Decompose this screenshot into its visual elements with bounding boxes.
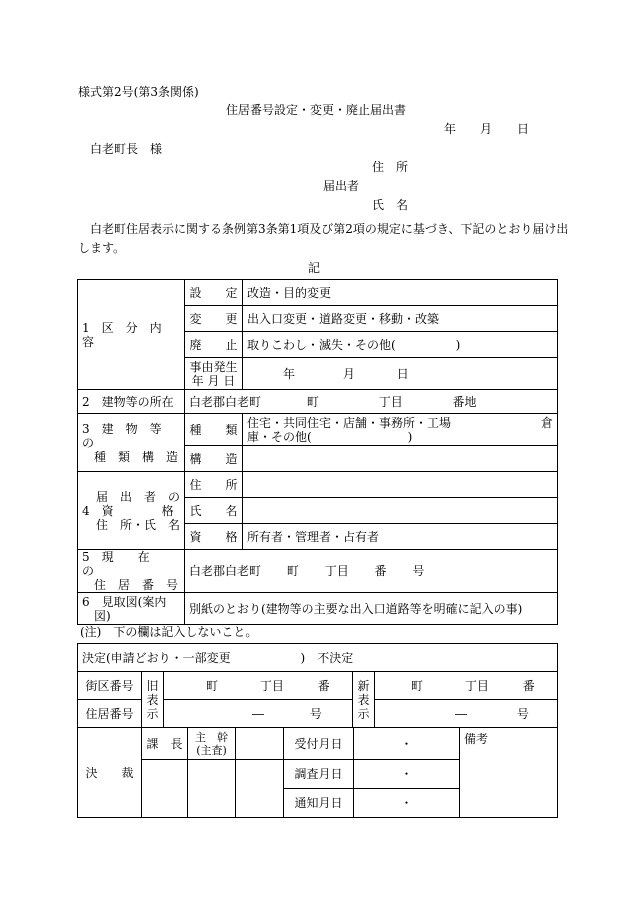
jusho-label: 住 所 (185, 472, 243, 498)
shukan-label (188, 728, 236, 760)
shukan-label-1: 主 幹 (195, 730, 228, 744)
kacho-stamp (142, 760, 188, 818)
henko-label: 変 更 (185, 306, 243, 332)
gaiku-label: 街区番号 (78, 672, 142, 700)
section2-label: 2 建物等の所在 (78, 390, 185, 414)
shukan-label-2: (主査) (196, 743, 227, 757)
section6-label-line1: 6 見取図(案内 (82, 594, 167, 609)
ki-mark: 記 (308, 261, 321, 275)
kyu-dash: ― (252, 706, 264, 721)
section6-label-line2: 図) (82, 608, 111, 623)
section5-label (78, 550, 185, 593)
section3-label-line2: 種 類 構 造 (82, 449, 179, 464)
section4-label (78, 472, 185, 550)
kyu-label-1: 旧 (146, 678, 159, 693)
shin-dash: ― (455, 706, 467, 721)
section2-value (185, 390, 558, 414)
kyu-jukyo-value (164, 700, 353, 728)
chosa-label: 調査月日 (284, 760, 354, 789)
section2-chome: 丁目 (378, 394, 403, 409)
section6-label (78, 593, 185, 625)
approval-table (77, 727, 558, 818)
section2-banchi: 番地 (452, 394, 477, 409)
kozo-value (243, 446, 558, 472)
shin-go: 号 (516, 706, 529, 721)
jiyu-day: 日 (396, 366, 409, 381)
applicant-label: 届出者 (323, 179, 360, 193)
kyu-label (142, 672, 164, 728)
shin-gaiku-value (375, 672, 558, 700)
section5-go: 号 (412, 564, 425, 578)
shurui-value-line2: 庫・その他( ) (247, 429, 413, 444)
kessai-label: 決 裁 (78, 728, 142, 818)
settei-label: 設 定 (185, 280, 243, 306)
kyu-cho: 町 (206, 678, 219, 693)
approval-blank-2 (236, 760, 284, 818)
biko-cell (460, 728, 558, 818)
intro-line-1: 白老町住居表示に関する条例第3条第1項及び第2項の規定に基づき、下記のとおり届け出 (90, 222, 569, 236)
shin-label-3: 示 (357, 706, 370, 721)
section5-label-line2: 住 居 番 号 (82, 578, 179, 592)
approval-blank-1 (236, 728, 284, 760)
decision-end: ) 不決定 (300, 650, 354, 665)
jiyu-value (243, 358, 558, 390)
section3-label (78, 414, 185, 472)
section2-prefix: 白老郡白老町 (189, 394, 262, 409)
uketsuke-date: ・ (354, 728, 460, 760)
main-table (77, 279, 558, 625)
section3-label-line1: 3 建 物 等 の (82, 421, 174, 450)
section5-value (185, 550, 558, 593)
shurui-value-line1-end: 倉 (540, 415, 553, 430)
date-month: 月 (480, 122, 493, 136)
haishi-value: 取りこわし・滅失・その他( ) (243, 332, 558, 358)
section2-cho: 町 (306, 394, 319, 409)
shin-cho: 町 (411, 678, 424, 693)
shukan-stamp (188, 760, 236, 818)
section4-label-line1: 届 出 者 の (96, 489, 181, 504)
shurui-value (243, 414, 558, 446)
kyu-gaiku-value (164, 672, 353, 700)
date-day: 日 (517, 122, 530, 136)
jiyu-month: 月 (342, 366, 355, 381)
section5-cho: 町 (286, 564, 299, 578)
jusho-value (243, 472, 558, 498)
shimei-label: 氏 名 (185, 498, 243, 524)
jukyo-label: 住居番号 (78, 700, 142, 728)
section4-label-line2: 4 資 格 (82, 503, 174, 518)
kyu-go: 号 (309, 706, 322, 721)
uketsuke-label: 受付月日 (284, 728, 354, 760)
form-number: 様式第2号(第3条関係) (78, 85, 199, 99)
decision-text: 決定(申請どおり・一部変更 (82, 650, 231, 665)
henko-value: 出入口変更・道路変更・移動・改築 (243, 306, 558, 332)
shurui-value-line1: 住宅・共同住宅・店舗・事務所・工場 (247, 415, 452, 430)
haishi-label: 廃 止 (185, 332, 243, 358)
jiyu-year: 年 (283, 366, 296, 381)
section1-label: 1 区 分 内 容 (78, 280, 185, 390)
jiyu-label (185, 358, 243, 390)
shin-label-1: 新 (357, 678, 370, 693)
shurui-label: 種 類 (185, 414, 243, 446)
section5-chome: 丁目 (324, 564, 349, 578)
shimei-value (243, 498, 558, 524)
addressee: 白老町長 様 (90, 142, 163, 156)
name-label: 氏 名 (372, 198, 409, 212)
kyu-chome: 丁目 (259, 678, 284, 693)
lower-table (77, 643, 558, 728)
tsuchi-label: 通知月日 (284, 789, 354, 818)
jiyu-label-line1: 事由発生 (189, 359, 238, 374)
jiyu-label-line2: 年 月 日 (191, 373, 236, 388)
section6-value: 別紙のとおり(建物等の主要な出入口道路等を明確に記入の事) (185, 593, 558, 625)
tsuchi-date: ・ (354, 789, 460, 818)
shin-ban: 番 (522, 678, 535, 693)
section5-label-line1: 5 現 在 の (82, 550, 174, 578)
shin-label (353, 672, 375, 728)
chosa-date: ・ (354, 760, 460, 789)
shin-jukyo-value (375, 700, 558, 728)
shin-label-2: 表 (357, 692, 370, 707)
shin-chome: 丁目 (464, 678, 489, 693)
shikaku-value: 所有者・管理者・占有者 (243, 524, 558, 550)
kyu-label-3: 示 (146, 706, 159, 721)
date-year: 年 (444, 122, 457, 136)
note: (注) 下の欄は記入しないこと。 (80, 625, 258, 639)
kacho-label: 課 長 (142, 728, 188, 760)
kozo-label: 構 造 (185, 446, 243, 472)
shikaku-label: 資 格 (185, 524, 243, 550)
intro-line-2: します。 (78, 241, 126, 255)
kyu-label-2: 表 (146, 692, 159, 707)
section5-prefix: 白老郡白老町 (189, 564, 262, 578)
section4-label-line3: 住 所・氏 名 (96, 517, 181, 532)
biko-label: 備考 (464, 732, 489, 746)
section5-ban: 番 (374, 564, 387, 578)
decision-row (78, 644, 558, 672)
page-title: 住居番号設定・変更・廃止届出書 (226, 103, 407, 117)
address-label: 住 所 (372, 160, 409, 174)
kyu-ban: 番 (317, 678, 330, 693)
settei-value: 改造・目的変更 (243, 280, 558, 306)
